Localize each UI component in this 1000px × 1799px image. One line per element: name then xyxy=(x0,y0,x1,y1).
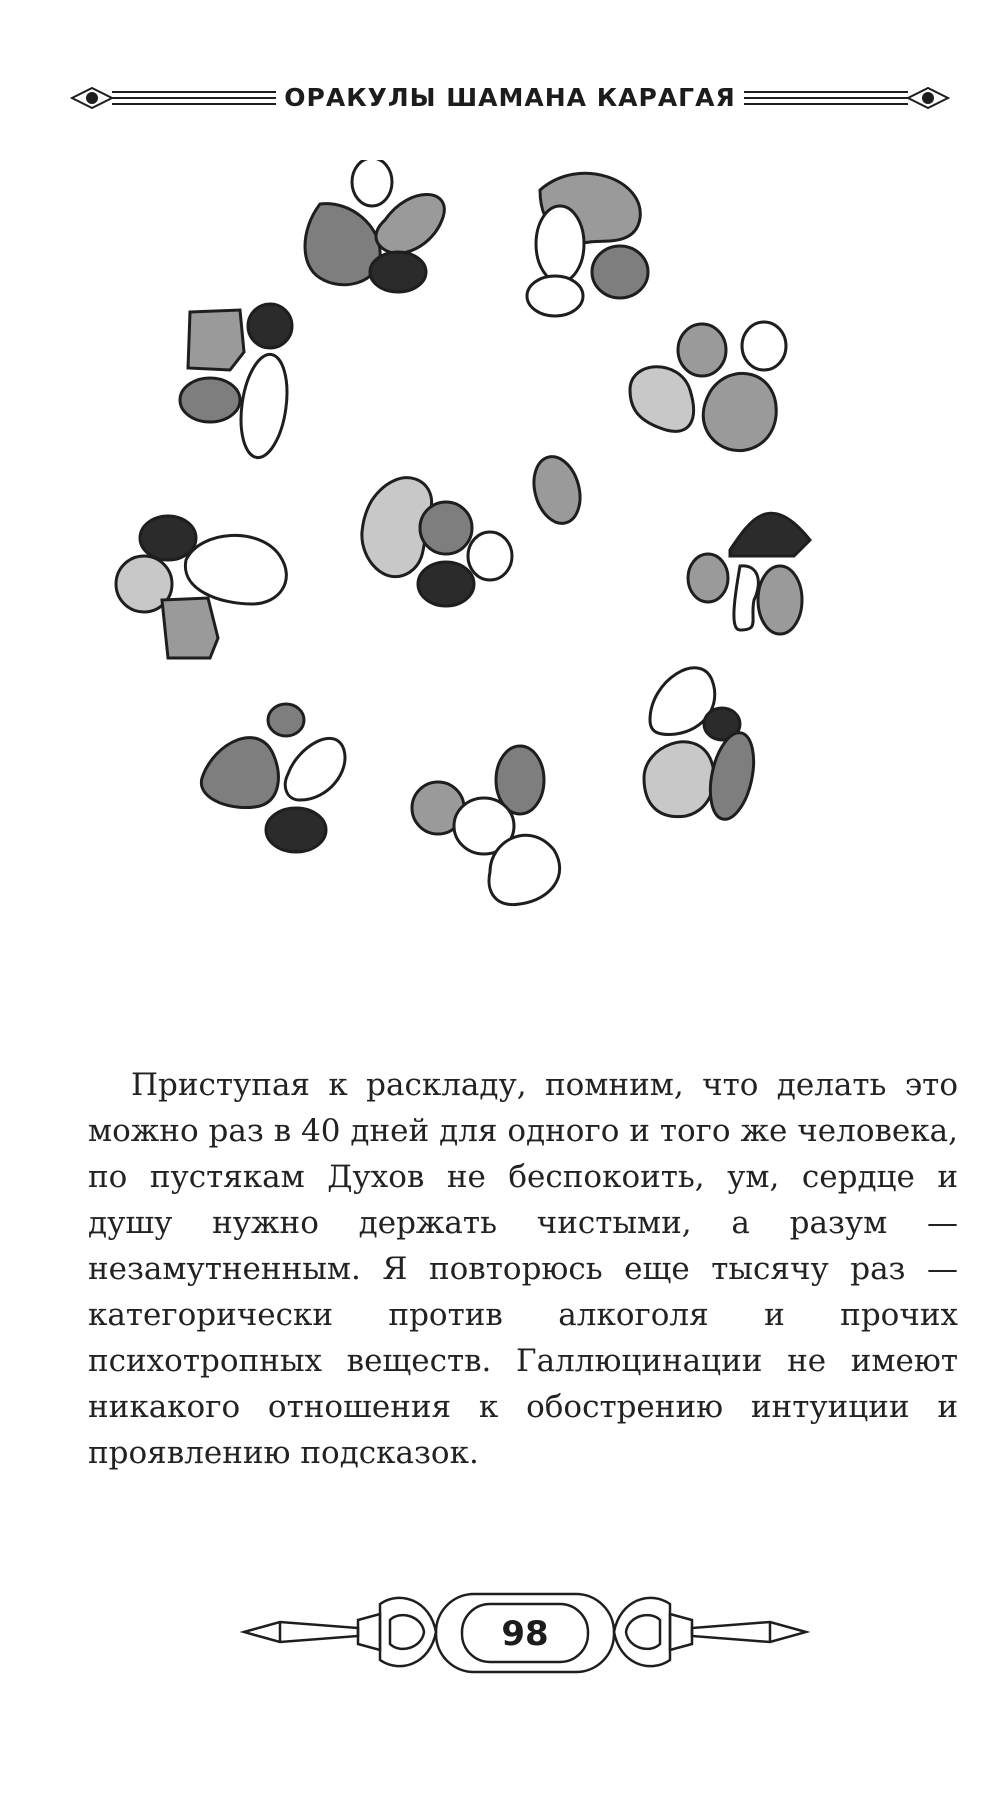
stone-cluster-6 xyxy=(116,516,286,658)
stone-cluster-9 xyxy=(412,746,560,905)
page-number: 98 xyxy=(501,1614,549,1654)
page-footer xyxy=(240,1570,810,1710)
stone-cluster-5 xyxy=(362,478,512,606)
running-title: ОРАКУЛЫ ШАМАНА КАРАГАЯ xyxy=(276,83,743,112)
stone-cluster-10 xyxy=(644,668,761,823)
body-paragraph: Приступая к раскладу, помним, что делать это можно раз в 40 дней для одного и того же человека, по пустякам Духов не беспокоить, ум, сердце и душу нужно держать чистыми, а разум — незамутненным. Я повторюсь еще тысячу раз — категорически против алкоголя и прочих психотропных веществ. Галлюцинации не имеют никакого отношения к обострению интуиции и проявлению подсказок. xyxy=(88,1067,958,1471)
running-header xyxy=(70,78,950,118)
stone-single xyxy=(527,451,587,528)
stone-cluster-4 xyxy=(630,322,786,451)
stone-cluster-3 xyxy=(180,304,293,461)
stone-cluster-2 xyxy=(527,173,648,316)
stone-layout-illustration xyxy=(110,160,900,1040)
stone-cluster-1 xyxy=(305,160,444,292)
stone-cluster-8 xyxy=(201,704,345,852)
stone-cluster-7 xyxy=(688,513,810,634)
